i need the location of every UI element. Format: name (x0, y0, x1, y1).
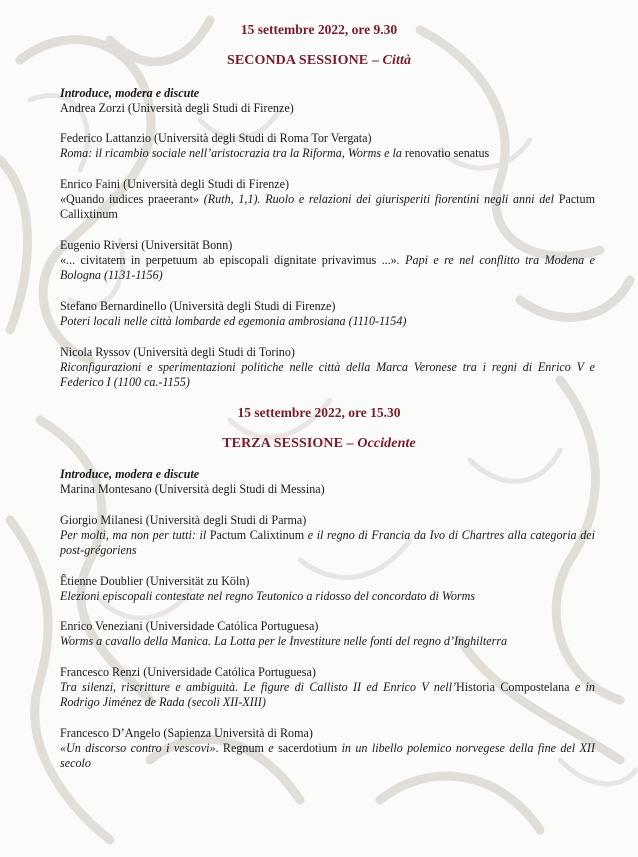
session-2-heading: SECONDA SESSIONE – Città (226, 53, 412, 68)
talk-item (60, 131, 595, 161)
session-2-subtitle: Città (382, 53, 412, 68)
talk-item (60, 345, 595, 391)
talk-title: Worms a cavallo della Manica. La Lotta per le Investiture nelle fonti del regno d’Inghilterra (60, 634, 508, 649)
talk-title: Roma: il ricambio sociale nell’aristocrazia tra la Riforma, Worms e la renovatio senatus (60, 146, 490, 161)
session-3-title: TERZA SESSIONE (222, 436, 344, 451)
talk-item (60, 299, 595, 329)
talk-title: Poteri locali nelle città lombarde ed egemonia ambrosiana (1110-1154) (60, 314, 407, 329)
session-3-heading: TERZA SESSIONE – Occidente (222, 436, 416, 451)
talk-title: Elezioni episcopali contestate nel regno Teutonico a ridosso del concordato di Worms (60, 589, 476, 604)
moderator-name: Andrea Zorzi (Università degli Studi di Firenze) (60, 101, 294, 116)
speaker: Giorgio Milanesi (Università degli Studi di Parma) (60, 513, 307, 527)
talk-title: «Quando iudices praeerant» (Ruth, 1,1). Ruolo e relazioni dei giurisperiti fiorentini negli anni del Pactum Callixtinum (60, 192, 595, 222)
talk-item (60, 619, 595, 649)
speaker: Stefano Bernardinello (Università degli Studi di Firenze) (60, 299, 336, 313)
talk-item (60, 665, 595, 711)
talk-item (60, 177, 595, 223)
speaker: Êtienne Doublier (Universität zu Köln) (60, 574, 250, 588)
session-3-subtitle: Occidente (357, 436, 416, 451)
session-2-date: 15 settembre 2022, ore 9.30 (240, 22, 398, 37)
intro-label: Introduce, modera e discute (60, 86, 200, 100)
session-3-moderator (60, 467, 595, 497)
speaker: Enrico Veneziani (Universidade Católica Portuguesa) (60, 619, 319, 633)
talk-title: Riconfigurazioni e sperimentazioni politiche nelle città della Marca Veronese tra i regni di Enrico V e Federico I (1100 ca.-1155) (60, 360, 595, 390)
talk-item (60, 574, 595, 604)
speaker: Enrico Faini (Università degli Studi di Firenze) (60, 177, 290, 191)
session-2-moderator (60, 86, 595, 116)
speaker: Nicola Ryssov (Università degli Studi di Torino) (60, 345, 295, 359)
intro-label: Introduce, modera e discute (60, 467, 200, 481)
talk-item (60, 726, 595, 772)
talk-title: Tra silenzi, riscritture e ambiguità. Le figure di Callisto II ed Enrico V nell’Historia Compostelana e in Rodrigo Jiménez de Rada (secoli XII-XIII) (60, 680, 595, 710)
speaker: Federico Lattanzio (Università degli Studi di Roma Tor Vergata) (60, 131, 372, 145)
talk-title: «... civitatem in perpetuum ab episcopali dignitate privavimus ...». Papi e re nel conflitto tra Modena e Bologna (1131-1156) (60, 253, 595, 283)
speaker: Francesco Renzi (Universidade Católica Portuguesa) (60, 665, 316, 679)
talk-title: «Un discorso contro i vescovi». Regnum e sacerdotium in un libello polemico norvegese della fine del XII secolo (60, 741, 595, 771)
session-2-title: SECONDA SESSIONE (226, 53, 369, 68)
talk-item (60, 513, 595, 559)
talk-title: Per molti, ma non per tutti: il Pactum Calixtinum e il regno di Francia da Ivo di Chartres alla categoria dei post-grégoriens (60, 528, 595, 558)
speaker: Francesco D’Angelo (Sapienza Università di Roma) (60, 726, 313, 740)
speaker: Eugenio Riversi (Universität Bonn) (60, 238, 233, 252)
session-3-date: 15 settembre 2022, ore 15.30 (237, 405, 401, 420)
talk-item (60, 238, 595, 284)
moderator-name: Marina Montesano (Università degli Studi di Messina) (60, 482, 325, 497)
